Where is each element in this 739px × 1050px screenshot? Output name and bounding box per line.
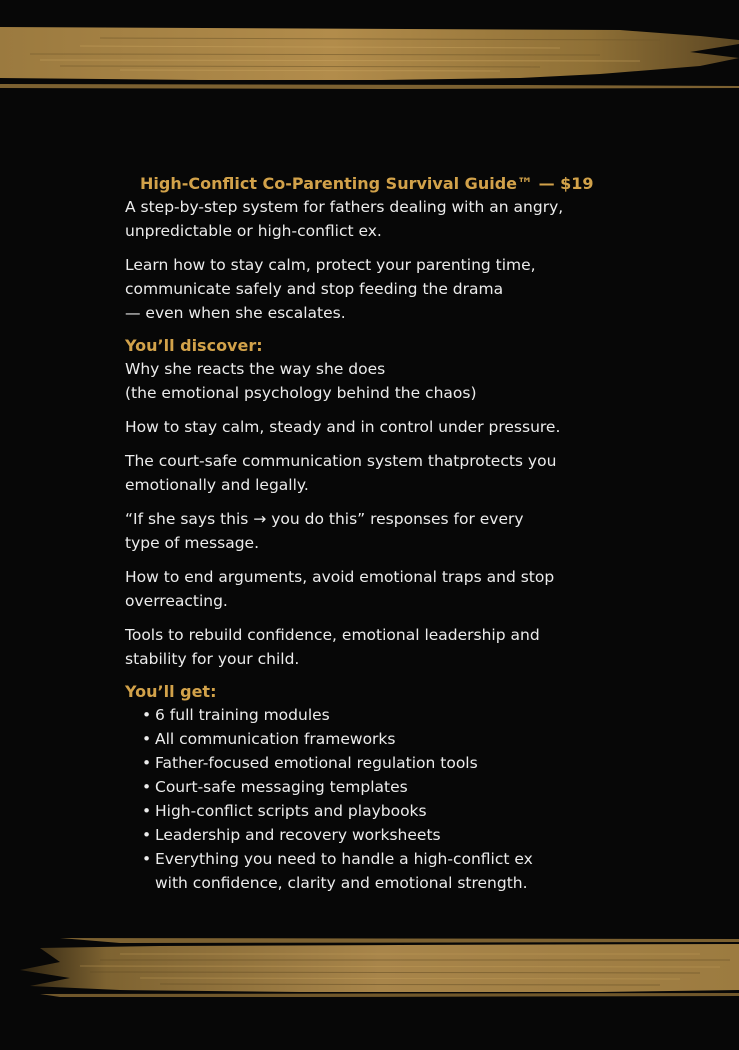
discover-item <box>125 623 625 671</box>
product-description <box>125 173 625 895</box>
list-item-text: • Court-safe messaging templates <box>155 778 408 796</box>
list-item <box>142 703 625 727</box>
discover-line: stability for your child. <box>125 650 300 668</box>
discover-line: overreacting. <box>125 592 228 610</box>
gold-brush-stroke-bottom <box>0 930 739 1010</box>
list-item <box>142 751 625 775</box>
intro-paragraph-1 <box>125 195 625 243</box>
list-item-text: with confidence, clarity and emotional strength. <box>155 874 528 892</box>
discover-item <box>125 357 625 405</box>
list-item <box>142 727 625 751</box>
list-item-text: • 6 full training modules <box>155 706 330 724</box>
list-item-text: • High-conflict scripts and playbooks <box>155 802 427 820</box>
list-item-text: • All communication frameworks <box>155 730 396 748</box>
discover-item <box>125 507 625 555</box>
get-heading: You’ll get: <box>125 682 217 701</box>
discover-line: type of message. <box>125 534 260 552</box>
discover-line: emotionally and legally. <box>125 476 309 494</box>
discover-line: (the emotional psychology behind the chaos) <box>125 384 477 402</box>
intro-line: Learn how to stay calm, protect your parenting time, <box>125 256 536 274</box>
intro-line: A step-by-step system for fathers dealing with an angry, <box>125 198 564 216</box>
discover-line: Why she reacts the way she does <box>125 360 386 378</box>
discover-line: How to stay calm, steady and in control under pressure. <box>125 418 561 436</box>
discover-item <box>125 449 625 497</box>
list-item-text: • Leadership and recovery worksheets <box>155 826 441 844</box>
discover-line: Tools to rebuild confidence, emotional leadership and <box>125 626 540 644</box>
intro-paragraph-2 <box>125 253 625 325</box>
list-item <box>142 823 625 847</box>
list-item-text: • Father-focused emotional regulation tools <box>155 754 478 772</box>
discover-item <box>125 415 625 439</box>
discover-item <box>125 565 625 613</box>
get-list <box>125 703 625 895</box>
discover-line: The court-safe communication system thatprotects you <box>125 452 557 470</box>
list-item <box>142 775 625 799</box>
list-item <box>142 799 625 823</box>
intro-line: unpredictable or high-conflict ex. <box>125 222 382 240</box>
intro-line: — even when she escalates. <box>125 304 346 322</box>
discover-heading: You’ll discover: <box>125 336 263 355</box>
gold-brush-stroke-top <box>0 0 739 100</box>
intro-line: communicate safely and stop feeding the drama <box>125 280 504 298</box>
discover-line: How to end arguments, avoid emotional traps and stop <box>125 568 555 586</box>
product-title: High-Conflict Co-Parenting Survival Guide™ — $19 <box>140 174 594 193</box>
list-item <box>142 847 625 895</box>
discover-line: “If she says this → you do this” responses for every <box>125 510 524 528</box>
list-item-text: • Everything you need to handle a high-conflict ex <box>155 850 533 868</box>
